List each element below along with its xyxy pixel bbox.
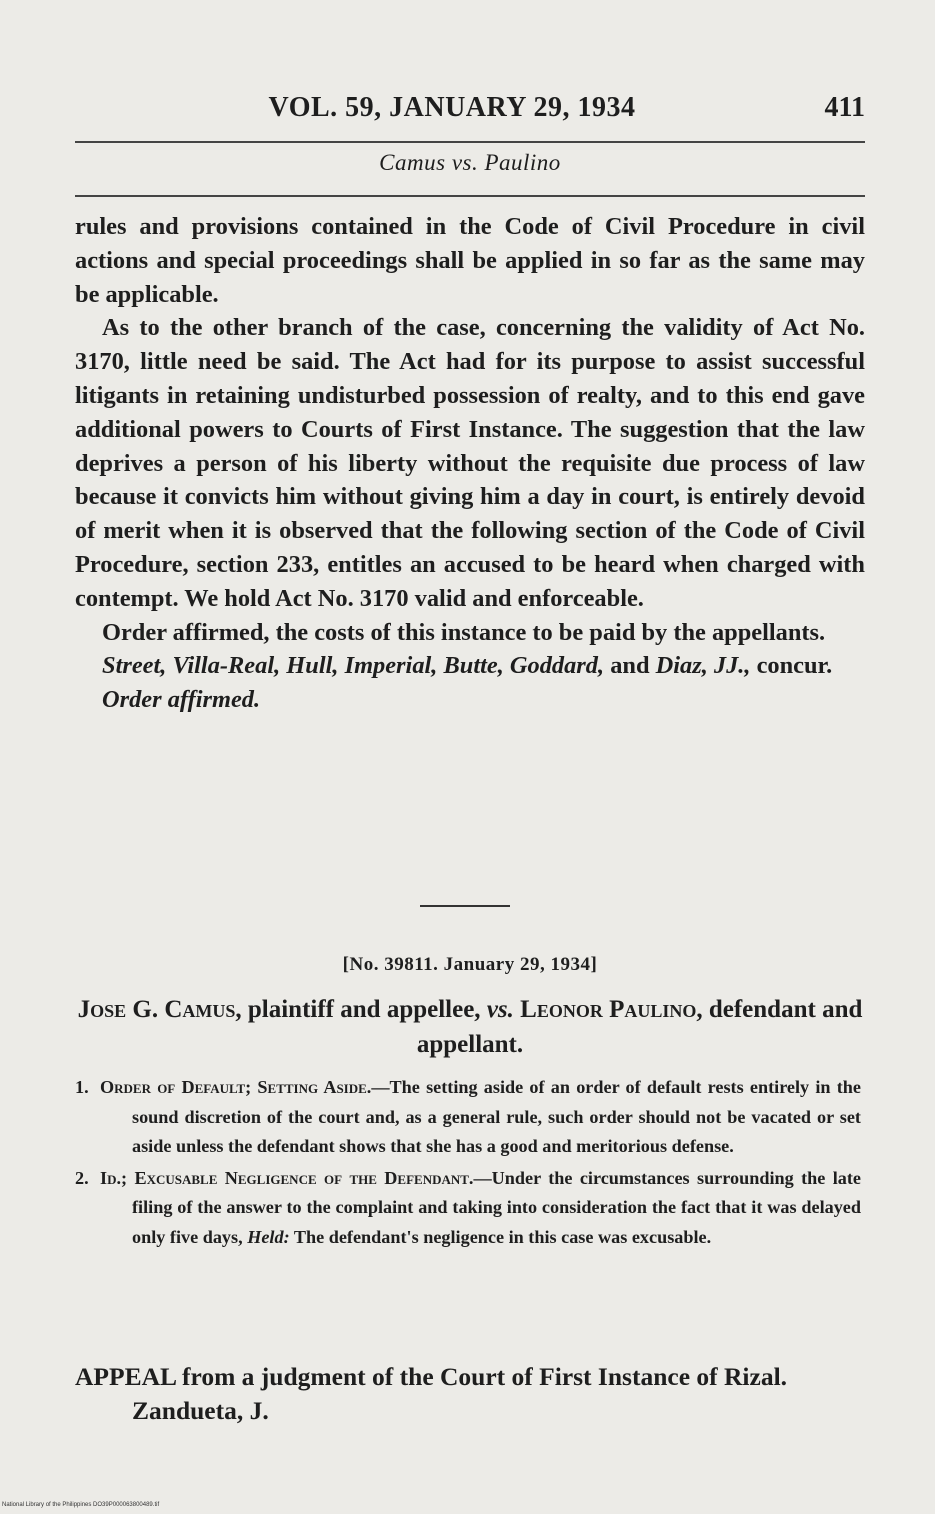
appeal-text: APPEAL from a judgment of the Court of First Instance of Rizal. Zandueta, J. [75,1362,788,1425]
scan-footer: National Library of the Philippines DO39P000063800489.tif [2,1502,160,1508]
running-title: Camus vs. Paulino [379,150,561,175]
paragraph-3: Order affirmed, the costs of this instance to be paid by the appellants. [102,618,826,646]
concurrence [75,649,865,683]
syllabus-text: —Under the circumstances surrounding the late filing of the answer to the complaint and taking into consideration the fact that it was delayed only five days, [132,1167,861,1247]
vs-text: vs. [486,996,514,1023]
volume-date: VOL. 59, JANUARY 29, 1934 [268,92,636,123]
syllabus-heading: Order of Default; Setting Aside. [100,1077,372,1097]
appeal-statement [75,1360,865,1428]
section-divider [420,905,510,907]
held-label: Held: [247,1226,290,1247]
header-rule-bottom [75,195,865,197]
case-number-date: [No. 39811. January 29, 1934] [342,954,598,975]
syllabus [75,1073,861,1252]
defendant-name: Leonor Paulino [513,996,697,1023]
plaintiff-role: , plaintiff and appellee, [235,996,487,1023]
case-title [75,992,865,1062]
syllabus-text-end: The defendant's negligence in this case was excusable. [289,1226,712,1247]
and-text: and [604,652,656,680]
paragraph-1: rules and provisions contained in the Code of Civil Procedure in civil actions and special proceedings shall be applied in so far as the same may be applicable. [75,213,865,308]
syllabus-item [75,1073,861,1162]
syllabus-heading: Id.; Excusable Negligence of the Defendant. [100,1167,474,1188]
disposition: Order affirmed. [102,686,261,714]
syllabus-item [75,1164,861,1253]
syllabus-number: 2. [75,1167,89,1188]
page-header [75,92,865,136]
syllabus-number: 1. [75,1077,89,1097]
paragraph-2: As to the other branch of the case, concerning the validity of Act No. 3170, little need be said. The Act had for its purpose to assist successful litigants in retaining undisturbed possession of realty, and to this end gave additional powers to Courts of First Instance. The suggestion that the law deprives a person of his liberty without the requisite due process of law because it convicts him without giving him a day in court, is entirely devoid of merit when it is observed that the following section of the Code of Civil Procedure, section 233, entitles an accused to be heard when charged with contempt. We hold Act No. 3170 valid and enforceable. [75,314,865,612]
diaz-name: Diaz, JJ., [655,652,751,680]
plaintiff-name: Jose G. Camus [77,996,236,1023]
decision-text [75,210,865,717]
page-number: 411 [824,92,865,123]
header-rule-top [75,141,865,143]
syllabus-text: —The setting aside of an order of default rests entirely in the sound discretion of the court and, as a general rule, such order should not be vacated or set aside unless the defendant shows that she has a good and meritorious defense. [132,1077,861,1156]
justices-names: Street, Villa-Real, Hull, Imperial, Butte, Goddard, [102,652,605,680]
defendant-role: , defendant and appellant. [416,996,863,1058]
concur-text: concur. [750,652,833,680]
